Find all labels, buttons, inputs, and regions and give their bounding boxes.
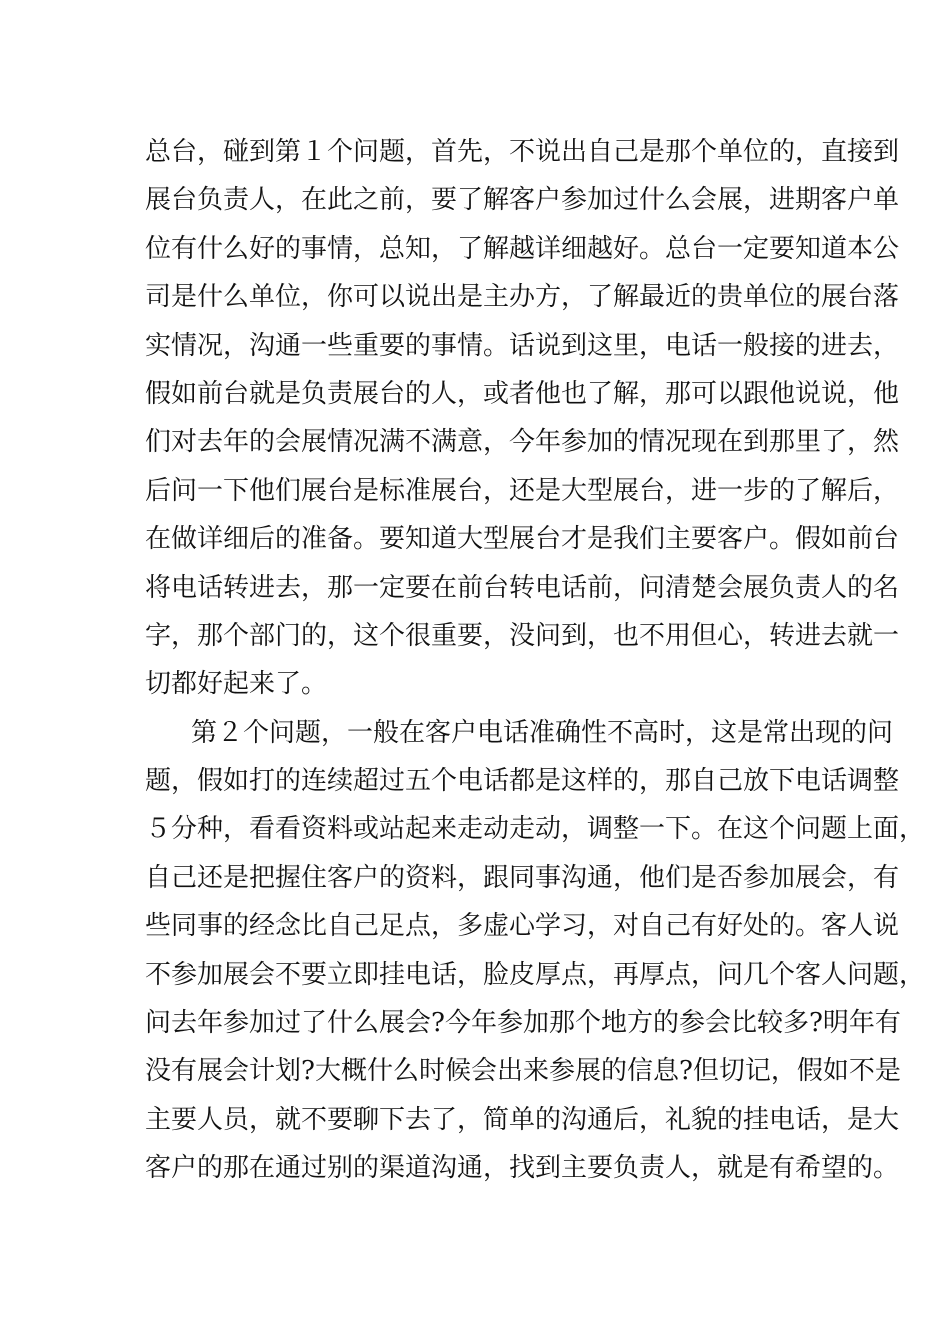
- document-body: [145, 128, 926, 1193]
- text-line: 没有展会计划?大概什么时候会出来参展的信息?但切记，假如不是: [145, 1056, 901, 1087]
- text-line: 自己还是把握住客户的资料，跟同事沟通，他们是否参加展会，有: [145, 862, 900, 893]
- text-line: 些同事的经念比自己足点，多虚心学习，对自己有好处的。客人说: [145, 911, 900, 942]
- text-line: ５分种，看看资料或站起来走动走动，调整一下。在这个问题上面，: [145, 814, 926, 845]
- text-line: 展台负责人，在此之前，要了解客户参加过什么会展，进期客户单: [145, 185, 900, 216]
- text-line: 问去年参加过了什么展会?今年参加那个地方的参会比较多?明年有: [145, 1008, 901, 1039]
- text-line: 字，那个部门的，这个很重要，没问到，也不用但心，转进去就一: [145, 620, 900, 651]
- text-line: 切都好起来了。: [145, 669, 328, 700]
- text-line: 主要人员，就不要聊下去了，简单的沟通后，礼貌的挂电话，是大: [145, 1104, 900, 1135]
- text-line: 题，假如打的连续超过五个电话都是这样的，那自己放下电话调整: [145, 766, 900, 797]
- text-line: 实情况，沟通一些重要的事情。话说到这里，电话一般接的进去，: [145, 330, 900, 361]
- text-line: 将电话转进去，那一定要在前台转电话前，问清楚会展负责人的名: [145, 572, 900, 603]
- text-line: 们对去年的会展情况满不满意，今年参加的情况现在到那里了，然: [145, 427, 900, 458]
- text-line: 第２个问题，一般在客户电话准确性不高时，这是常出现的问: [191, 717, 894, 748]
- text-line: 客户的那在通过别的渠道沟通，找到主要负责人，就是有希望的。: [145, 1153, 900, 1184]
- text-line: 不参加展会不要立即挂电话，脸皮厚点，再厚点，问几个客人问题，: [145, 959, 926, 990]
- text-line: 在做详细后的准备。要知道大型展台才是我们主要客户。假如前台: [145, 524, 900, 555]
- paragraph-1: [145, 128, 900, 709]
- text-line: 后问一下他们展台是标准展台，还是大型展台，进一步的了解后，: [145, 475, 900, 506]
- text-line: 司是什么单位，你可以说出是主办方，了解最近的贵单位的展台落: [145, 282, 900, 313]
- text-line: 位有什么好的事情，总知，了解越详细越好。总台一定要知道本公: [145, 233, 900, 264]
- paragraph-2: [145, 709, 926, 1193]
- text-line: 假如前台就是负责展台的人，或者他也了解，那可以跟他说说，他: [145, 378, 900, 409]
- text-line: 总台，碰到第１个问题，首先，不说出自己是那个单位的，直接到: [145, 137, 900, 167]
